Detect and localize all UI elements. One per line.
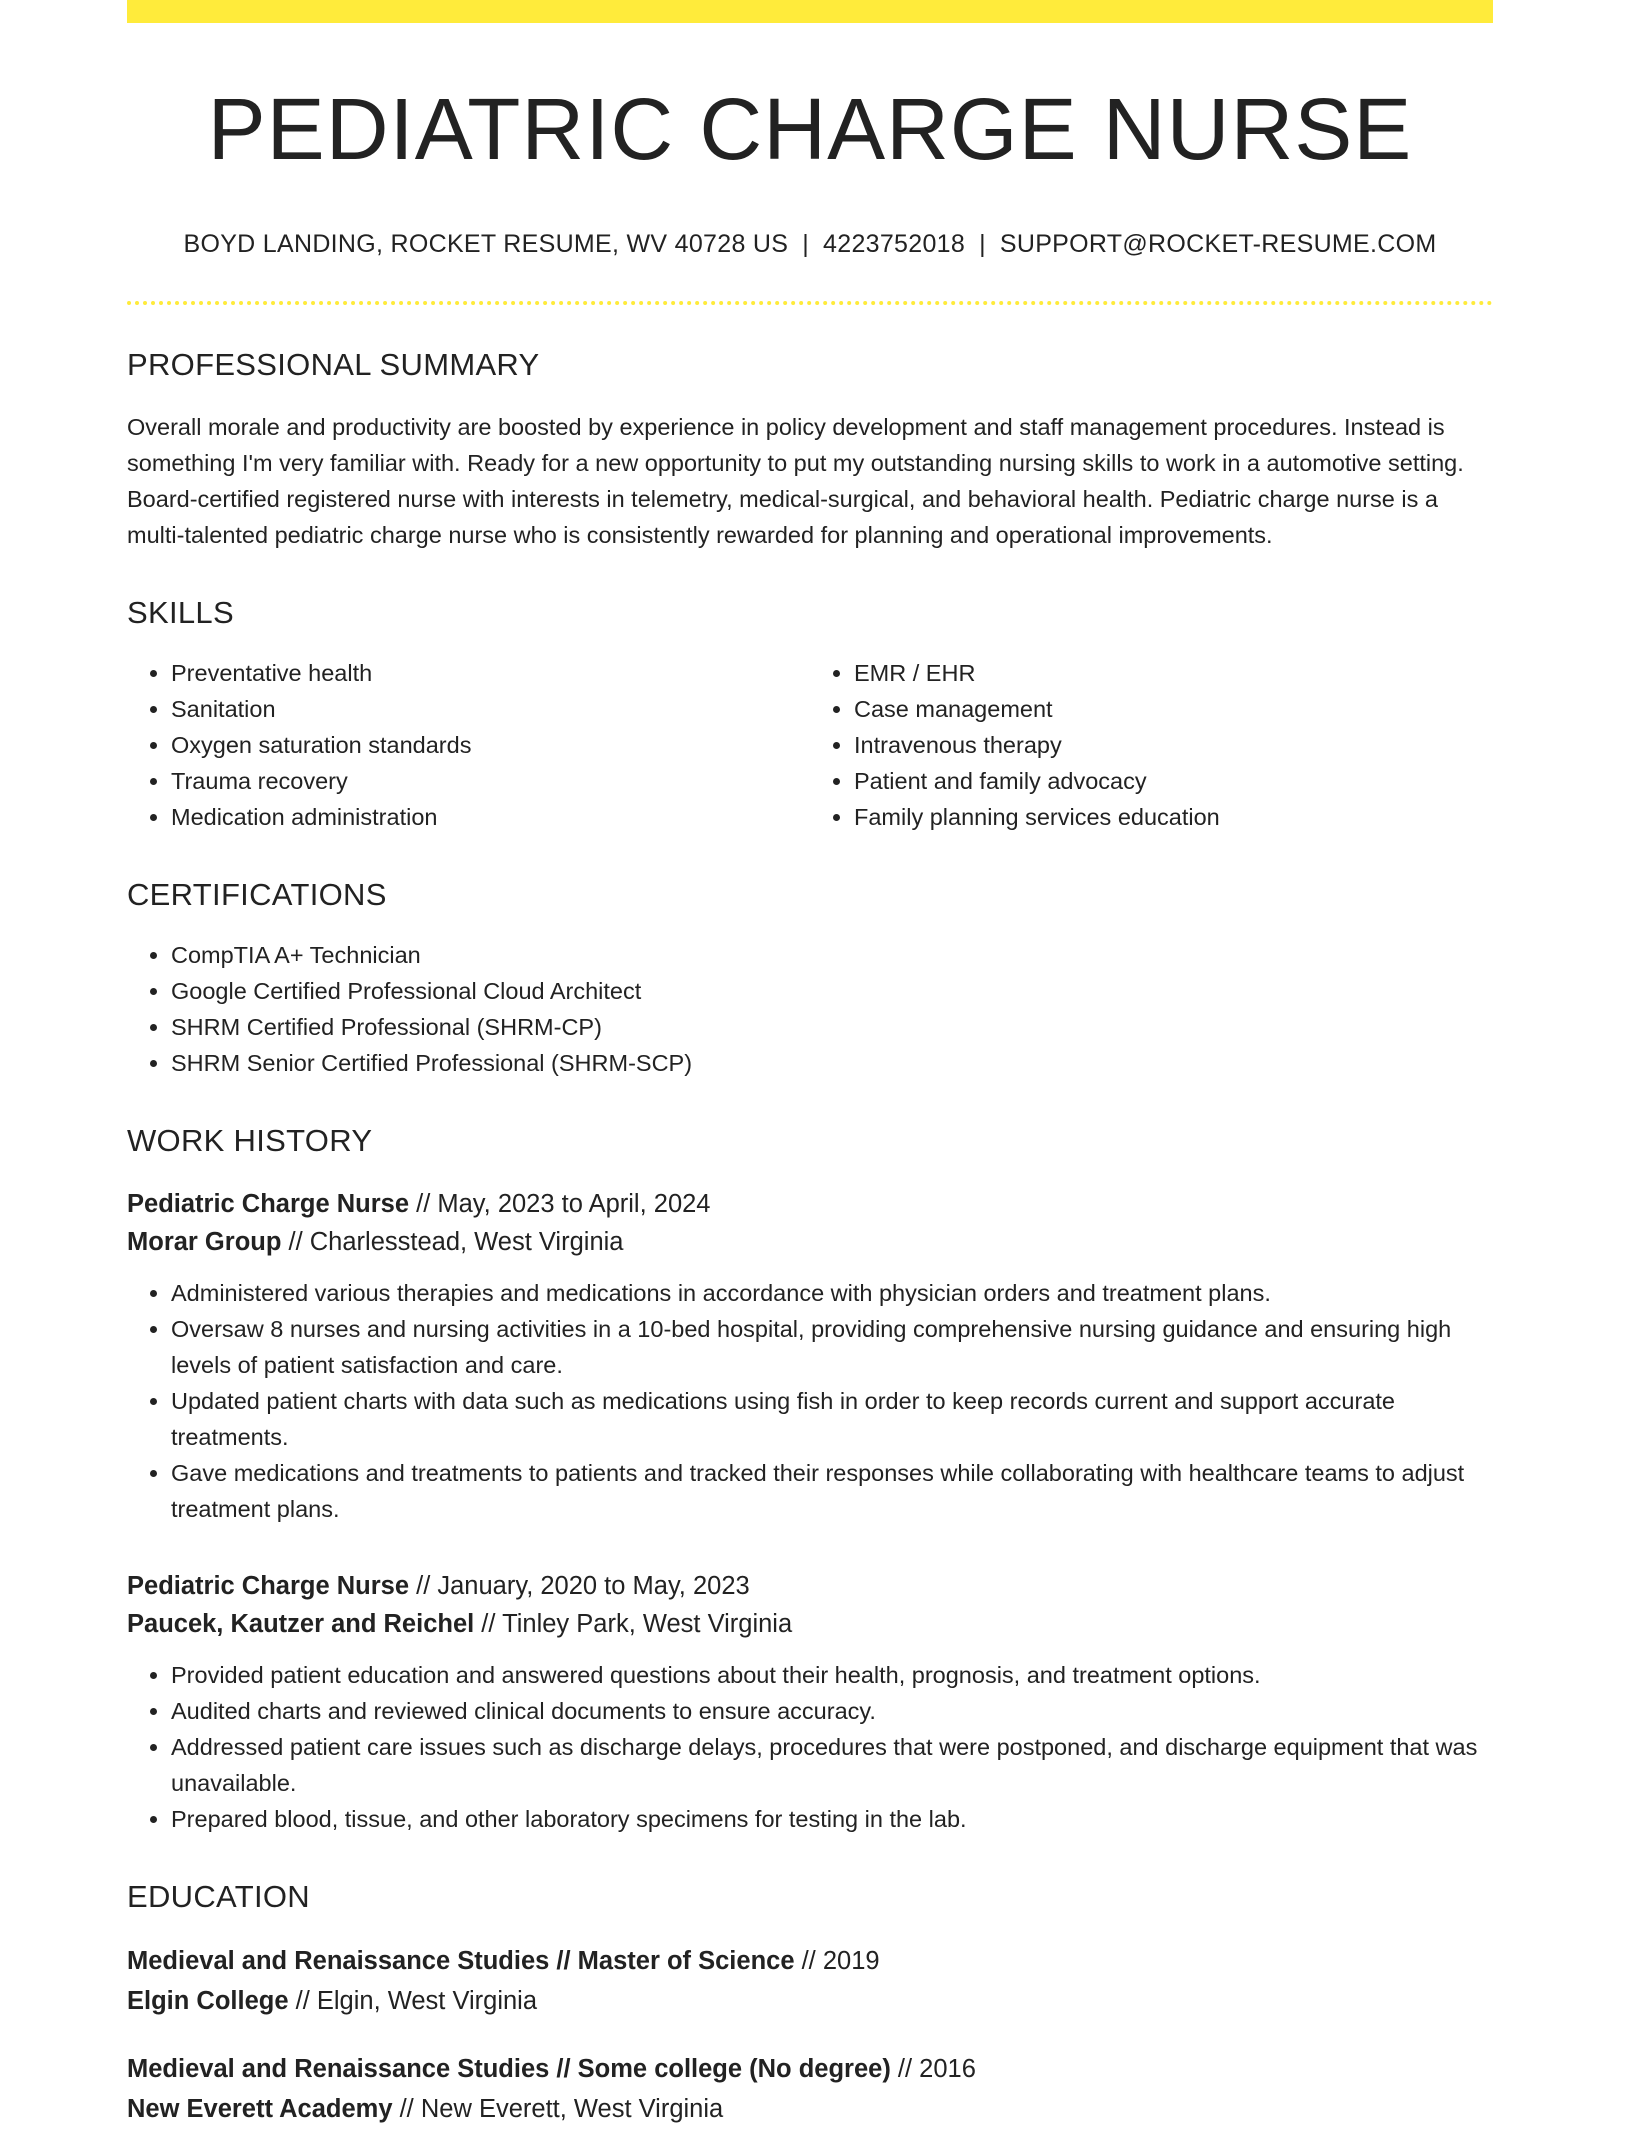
skill-item: • EMR / EHR — [854, 655, 1493, 691]
education-year: // 2019 — [794, 1947, 880, 1976]
education-school: New Everett Academy — [127, 2095, 393, 2124]
job-bullet: • Administered various therapies and medications in accordance with physician orders and treatment plans. — [171, 1275, 1493, 1311]
job-company: Morar Group — [127, 1228, 282, 1257]
skills-columns — [127, 655, 1493, 835]
job-bullet: • Addressed patient care issues such as discharge delays, procedures that were postponed, and discharge equipment that was unavailable. — [171, 1729, 1493, 1801]
skill-item: • Oxygen saturation standards — [171, 727, 810, 763]
skills-left-list — [127, 655, 810, 835]
job-dates: // January, 2020 to May, 2023 — [409, 1572, 750, 1601]
job-location: // Charlesstead, West Virginia — [281, 1228, 624, 1257]
skill-item: • Trauma recovery — [171, 763, 810, 799]
job-bullets — [127, 1275, 1493, 1527]
job-role: Pediatric Charge Nurse — [127, 1572, 410, 1601]
job-dates: // May, 2023 to April, 2024 — [409, 1190, 711, 1219]
education-entry — [127, 2049, 1493, 2129]
education-location: // Elgin, West Virginia — [288, 1987, 538, 2016]
skill-item: • Preventative health — [171, 655, 810, 691]
skill-item: • Medication administration — [171, 799, 810, 835]
education-year: // 2016 — [890, 2055, 976, 2084]
job-location: // Tinley Park, West Virginia — [474, 1610, 793, 1639]
job-bullet: • Oversaw 8 nurses and nursing activities in a 10-bed hospital, providing comprehensive nursing guidance and ensuring high levels of patient satisfaction and care. — [171, 1311, 1493, 1383]
skill-item: • Family planning services education — [854, 799, 1493, 835]
education-location: // New Everett, West Virginia — [392, 2095, 724, 2124]
skill-item: • Patient and family advocacy — [854, 763, 1493, 799]
summary-heading: PROFESSIONAL SUMMARY — [127, 347, 540, 383]
job-bullet: • Provided patient education and answered questions about their health, prognosis, and treatment options. — [171, 1657, 1493, 1693]
skill-item: • Case management — [854, 691, 1493, 727]
skills-right-list — [810, 655, 1493, 835]
education-degree: Medieval and Renaissance Studies // Master of Science — [127, 1947, 795, 1976]
job-bullet: • Gave medications and treatments to patients and tracked their responses while collaborating with healthcare teams to adjust treatment plans. — [171, 1455, 1493, 1527]
resume-page — [127, 0, 1493, 2129]
work-history-heading: WORK HISTORY — [127, 1123, 373, 1159]
education-entry — [127, 1941, 1493, 2021]
job-bullets — [127, 1657, 1493, 1837]
contact-email: SUPPORT@ROCKET-RESUME.COM — [999, 230, 1437, 259]
certification-item: • SHRM Certified Professional (SHRM-CP) — [171, 1009, 1493, 1045]
job-bullet: • Audited charts and reviewed clinical documents to ensure accuracy. — [171, 1693, 1493, 1729]
contact-phone: 4223752018 — [823, 230, 966, 259]
skill-item: • Sanitation — [171, 691, 810, 727]
certifications-heading: CERTIFICATIONS — [127, 877, 387, 913]
job-bullet: • Updated patient charts with data such as medications using fish in order to keep records current and support accurate treatments. — [171, 1383, 1493, 1455]
skills-heading: SKILLS — [127, 595, 234, 631]
contact-address: BOYD LANDING, ROCKET RESUME, WV 40728 US — [183, 230, 789, 259]
job-header — [127, 1567, 1493, 1643]
resume-title: PEDIATRIC CHARGE NURSE — [207, 81, 1413, 178]
contact-separator: | — [979, 230, 986, 259]
contact-separator: | — [802, 230, 810, 259]
education-school: Elgin College — [127, 1987, 289, 2016]
summary-text: Overall morale and productivity are boosted by experience in policy development and staff management procedures. Instead is something I'm very familiar with. Ready for a new opportunity to put my outstanding nursing skills to work in a automotive setting. Board-certified registered nurse with interests in telemetry, medical-surgical, and behavioral health. Pediatric charge nurse is a multi-talented pediatric charge nurse who is consistently rewarded for planning and operational improvements. — [127, 414, 1464, 549]
certifications-list — [127, 937, 1493, 1081]
contact-line — [127, 230, 1493, 259]
job-header — [127, 1185, 1493, 1261]
certification-item: • Google Certified Professional Cloud Architect — [171, 973, 1493, 1009]
header-divider — [127, 301, 1493, 305]
skill-item: • Intravenous therapy — [854, 727, 1493, 763]
certification-item: • SHRM Senior Certified Professional (SHRM-SCP) — [171, 1045, 1493, 1081]
education-degree: Medieval and Renaissance Studies // Some college (No degree) — [127, 2055, 891, 2084]
job-bullet: • Prepared blood, tissue, and other laboratory specimens for testing in the lab. — [171, 1801, 1493, 1837]
job-company: Paucek, Kautzer and Reichel — [127, 1610, 475, 1639]
certification-item: • CompTIA A+ Technician — [171, 937, 1493, 973]
job-role: Pediatric Charge Nurse — [127, 1190, 410, 1219]
education-heading: EDUCATION — [127, 1879, 310, 1915]
